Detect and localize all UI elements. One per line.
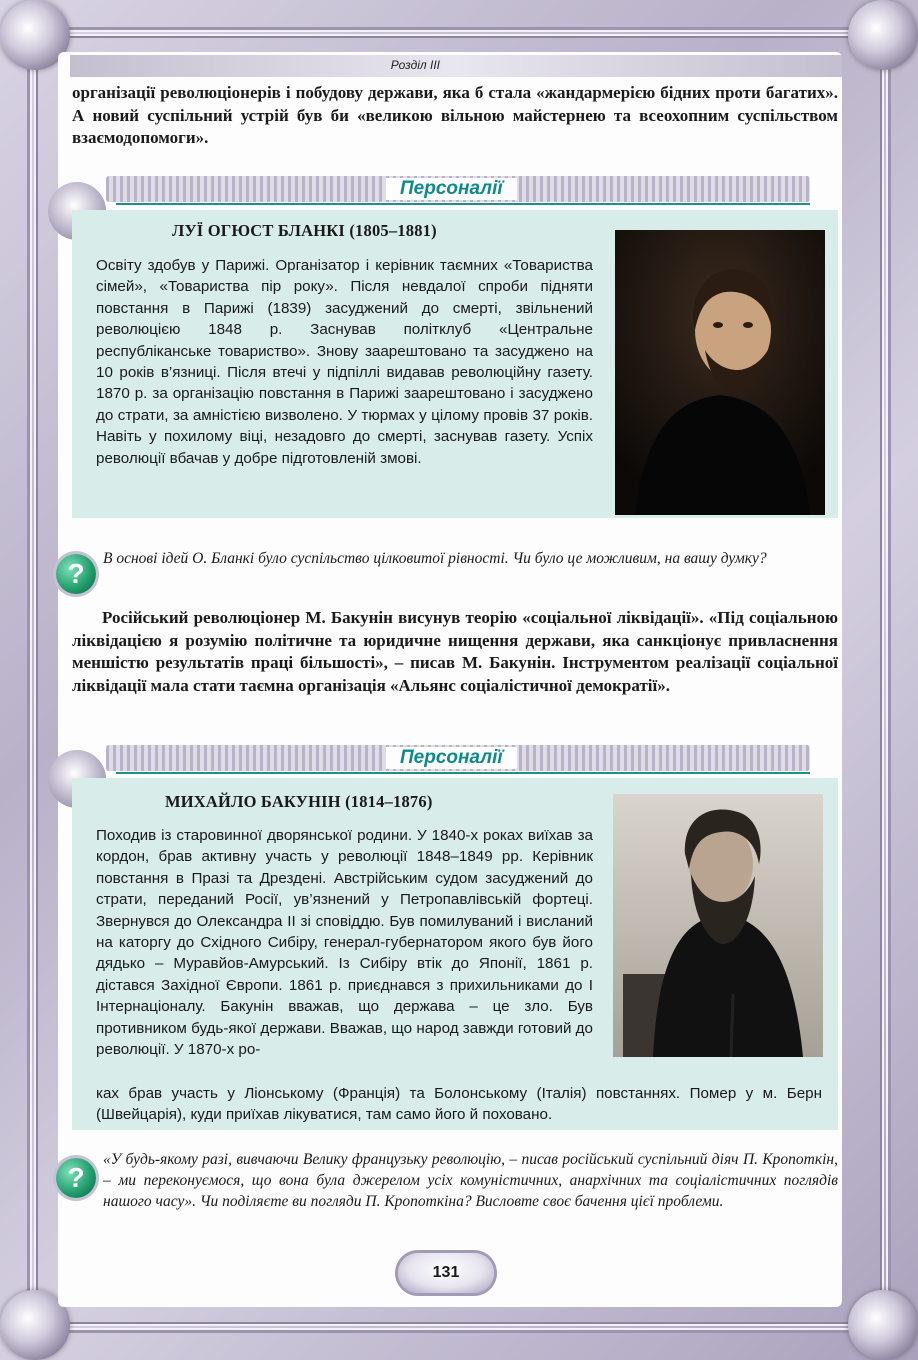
page-number: 131 [398, 1253, 494, 1293]
question-icon: ? [56, 554, 96, 594]
portrait-bakunin-image [613, 794, 823, 1057]
portrait-blanqui-image [615, 230, 825, 515]
question-2: «У будь-якому разі, вивчаючи Велику французьку революцію, – писав російський суспільний діяч П. Кропоткін, – ми переконуємося, що вона була джерелом усіх комуністичних, анархічних та соціалістичних поглядів нашого часу». Чи поділяєте ви погляди П. Кропоткіна? Висловте своє бачення цієї проблеми. [103, 1151, 838, 1210]
header-rule [116, 203, 810, 205]
intro-paragraph [72, 82, 838, 150]
section-header-label: Персоналії [386, 747, 517, 769]
intro-paragraph-text: організації революціонерів і побудову держави, яка б стала «жандармерією бідних проти багатих». А новий суспільний устрій був би «великою вільною майстернею та всеохопним суспільством взаємодопомоги». [72, 83, 838, 147]
portrait-blanqui [615, 230, 825, 515]
question-icon: ? [56, 1158, 96, 1198]
person-bio: Освіту здобув у Парижі. Організатор і керівник таємних «Товариства сімей», «Товариства пір року». Після невдалої спроби підняти повстання в Парижі (1839) засуджений до смерті, звільнений революцією 1848 р. Заснував політклуб «Центральне республіканське товариство». Знову заарештовано та засуджено на 10 років в’язниці. Після втечі у підпіллі видавав революційну газету. 1870 р. за організацію повстання в Парижі заарештовано і засуджено до страти, за амністією визволено. У тюрмах у цілому провів 37 років. Навіть у похилому віці, незадовго до смерті, заснував газету. Успіх революції вбачав у добре підготовленій змові. [96, 257, 593, 467]
corner-ornament-top-right [848, 0, 918, 70]
running-head [70, 55, 842, 77]
running-head-label: Розділ III [390, 58, 440, 72]
portrait-bakunin [613, 794, 823, 1057]
corner-ornament-bottom-right [848, 1290, 918, 1360]
person-title: ЛУЇ ОГЮСТ БЛАНКІ (1805–1881) [172, 221, 437, 240]
person-bio-continued: ках брав участь у Ліонському (Франція) та Болонському (Італія) повстаннях. Помер у м. Берн (Швейцарія), куди приїхав лікуватися, там само його й поховано. [96, 1085, 822, 1124]
paragraph-2 [72, 607, 838, 697]
section-header-2 [56, 745, 810, 775]
paragraph-2-text: Російський революціонер М. Бакунін висунув теорію «соціальної ліквідації». «Під соціальною ліквідацією я розумію політичне та юридичне нищення держави, яка санкціонує привласнення меншістю результатів праці більшості», – писав М. Бакунін. Інструментом реалізації соціальної ліквідації мала стати таємна організація «Альянс соціалістичної демократії». [72, 608, 838, 695]
person-bio-wrapped: Походив із старовинної дворянської родини. У 1840-х роках виїхав за кордон, брав активну участь у революції 1848–1849 рр. Керівник повстання в Празі та Дрездені. Австрійським судом засуджений до страти, переданий Росії, ув’язнений у Петропавлівській фортеці. Звернувся до Олександра II зі сповіддю. Був помилуваний і висланий на каторгу до Східного Сибіру, генерал-губернатором якого був його дядько – Муравйов-Амурський. Із Сибіру втік до Японії, 1861 р. дістався Західної Європи. 1861 р. приєднався з прихильниками до І Інтернаціоналу. Бакунін вважав, що держава – це зло. Був противником будь-якої держави. Вважав, що народ завжди готовий до революції. У 1870-х ро- [96, 827, 593, 1059]
question-1: В основі ідей О. Бланкі було суспільство цілковитої рівності. Чи було це можливим, на вашу думку? [103, 550, 767, 567]
header-rule [116, 772, 810, 774]
person-title: МИХАЙЛО БАКУНІН (1814–1876) [165, 792, 433, 811]
section-header-1 [56, 176, 810, 206]
section-header-label: Персоналії [386, 178, 517, 200]
